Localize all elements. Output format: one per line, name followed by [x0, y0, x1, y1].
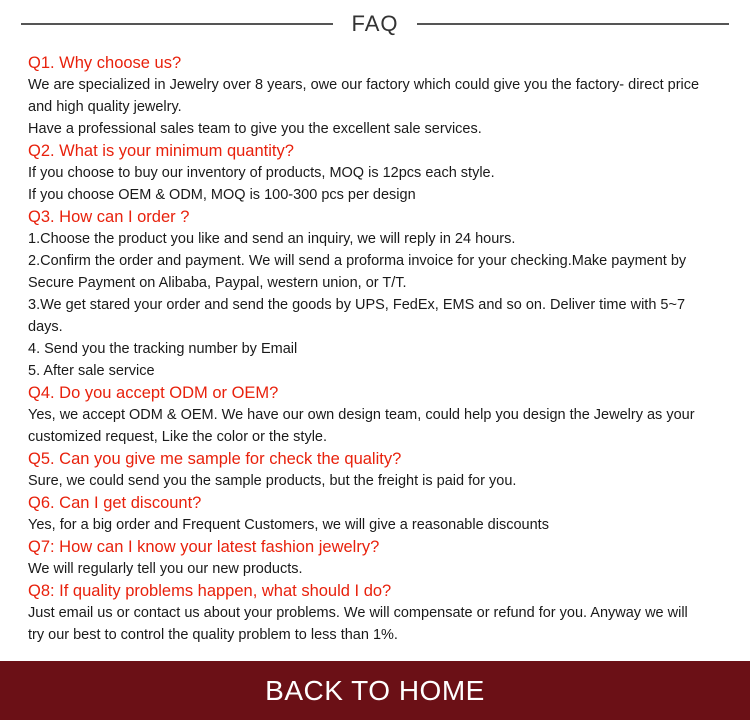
faq-item [28, 448, 728, 492]
faq-answer-line: try our best to control the quality problem to less than 1%. [28, 627, 398, 643]
faq-answer-line: 5. After sale service [28, 363, 155, 379]
faq-item [28, 536, 728, 580]
back-to-home-label: BACK TO HOME [265, 674, 485, 706]
faq-answer-line: Yes, for a big order and Frequent Customers, we will give a reasonable discounts [28, 517, 549, 533]
faq-question: Q6. Can I get discount? [28, 494, 202, 512]
faq-question: Q1. Why choose us? [28, 54, 182, 72]
faq-question: Q2. What is your minimum quantity? [28, 142, 294, 160]
faq-question: Q8: If quality problems happen, what should I do? [28, 582, 392, 600]
faq-answer-line: Yes, we accept ODM & OEM. We have our own design team, could help you design the Jewelry as your [28, 407, 695, 423]
faq-answer-line: 3.We get stared your order and send the goods by UPS, FedEx, EMS and so on. Deliver time with 5~7 [28, 297, 686, 313]
faq-item [28, 52, 728, 140]
faq-question: Q3. How can I order ? [28, 208, 190, 226]
header-divider-right [417, 23, 729, 25]
faq-answer-line: Sure, we could send you the sample products, but the freight is paid for you. [28, 473, 517, 489]
page-title: FAQ [351, 11, 399, 36]
faq-question: Q7: How can I know your latest fashion jewelry? [28, 538, 380, 556]
header-divider-left [21, 23, 333, 25]
faq-item [28, 206, 728, 382]
faq-item [28, 492, 728, 536]
faq-answer-line: Have a professional sales team to give you the excellent sale services. [28, 121, 482, 137]
faq-question: Q4. Do you accept ODM or OEM? [28, 384, 279, 402]
faq-answer-line: If you choose OEM & ODM, MOQ is 100-300 pcs per design [28, 187, 416, 203]
faq-answer-line: 1.Choose the product you like and send an inquiry, we will reply in 24 hours. [28, 231, 516, 247]
faq-header [0, 6, 750, 42]
faq-answer-line: We are specialized in Jewelry over 8 years, owe our factory which could give you the factory- direct price [28, 77, 700, 93]
faq-answer-line: Secure Payment on Alibaba, Paypal, western union, or T/T. [28, 275, 407, 291]
faq-answer-line: 4. Send you the tracking number by Email [28, 341, 298, 357]
faq-item [28, 140, 728, 206]
faq-answer-line: customized request, Like the color or the style. [28, 429, 328, 445]
faq-item [28, 580, 728, 646]
faq-question: Q5. Can you give me sample for check the quality? [28, 450, 402, 468]
faq-answer-line: Just email us or contact us about your problems. We will compensate or refund for you. Anyway we will [28, 605, 688, 621]
faq-answer-line: days. [28, 319, 63, 335]
faq-answer-line: and high quality jewelry. [28, 99, 182, 115]
faq-item [28, 382, 728, 448]
faq-list [28, 52, 728, 646]
back-to-home-button[interactable] [0, 661, 750, 720]
faq-answer-line: If you choose to buy our inventory of products, MOQ is 12pcs each style. [28, 165, 495, 181]
faq-answer-line: 2.Confirm the order and payment. We will send a proforma invoice for your checking.Make payment by [28, 253, 687, 269]
faq-answer-line: We will regularly tell you our new products. [28, 561, 303, 577]
